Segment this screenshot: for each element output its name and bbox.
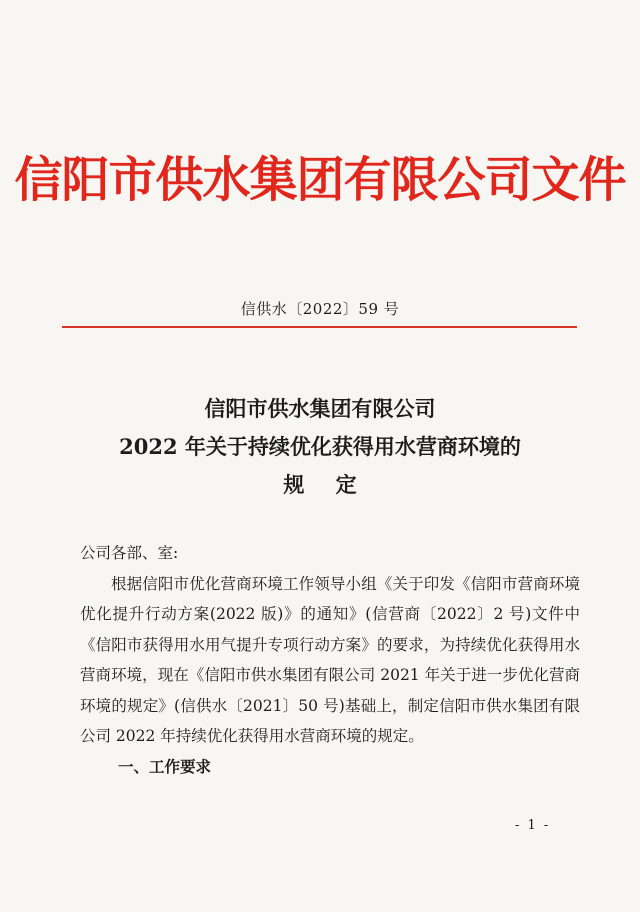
body-paragraph: 根据信阳市优化营商环境工作领导小组《关于印发《信阳市营商环境优化提升行动方案(2022 版)》的通知》(信营商〔2022〕2 号)文件中《信阳市获得用水用气提升专项行动方案》的要求，为持续优化获得用水营商环境，现在《信阳市供水集团有限公司 2021 年关于进一步优化营商环境的规定》(信供水〔2021〕50 号)基础上，制定信阳市供水集团有限公司 2022 年持续优化获得用水营商环境的规定。: [80, 574, 580, 745]
document-number: 信供水〔2022〕59 号: [240, 300, 400, 318]
title-line-2: 2022 年关于持续优化获得用水营商环境的: [119, 434, 521, 459]
title-line-3: 规 定: [283, 472, 369, 497]
document-title: [0, 390, 640, 504]
page-number: - 1 -: [515, 818, 551, 833]
document-body: [80, 538, 580, 782]
section-heading: 一、工作要求: [118, 757, 212, 776]
red-divider-line: [62, 326, 577, 328]
document-header-title: 信阳市供水集团有限公司文件: [14, 152, 626, 208]
salutation: 公司各部、室:: [80, 544, 179, 562]
title-line-1: 信阳市供水集团有限公司: [204, 396, 436, 421]
